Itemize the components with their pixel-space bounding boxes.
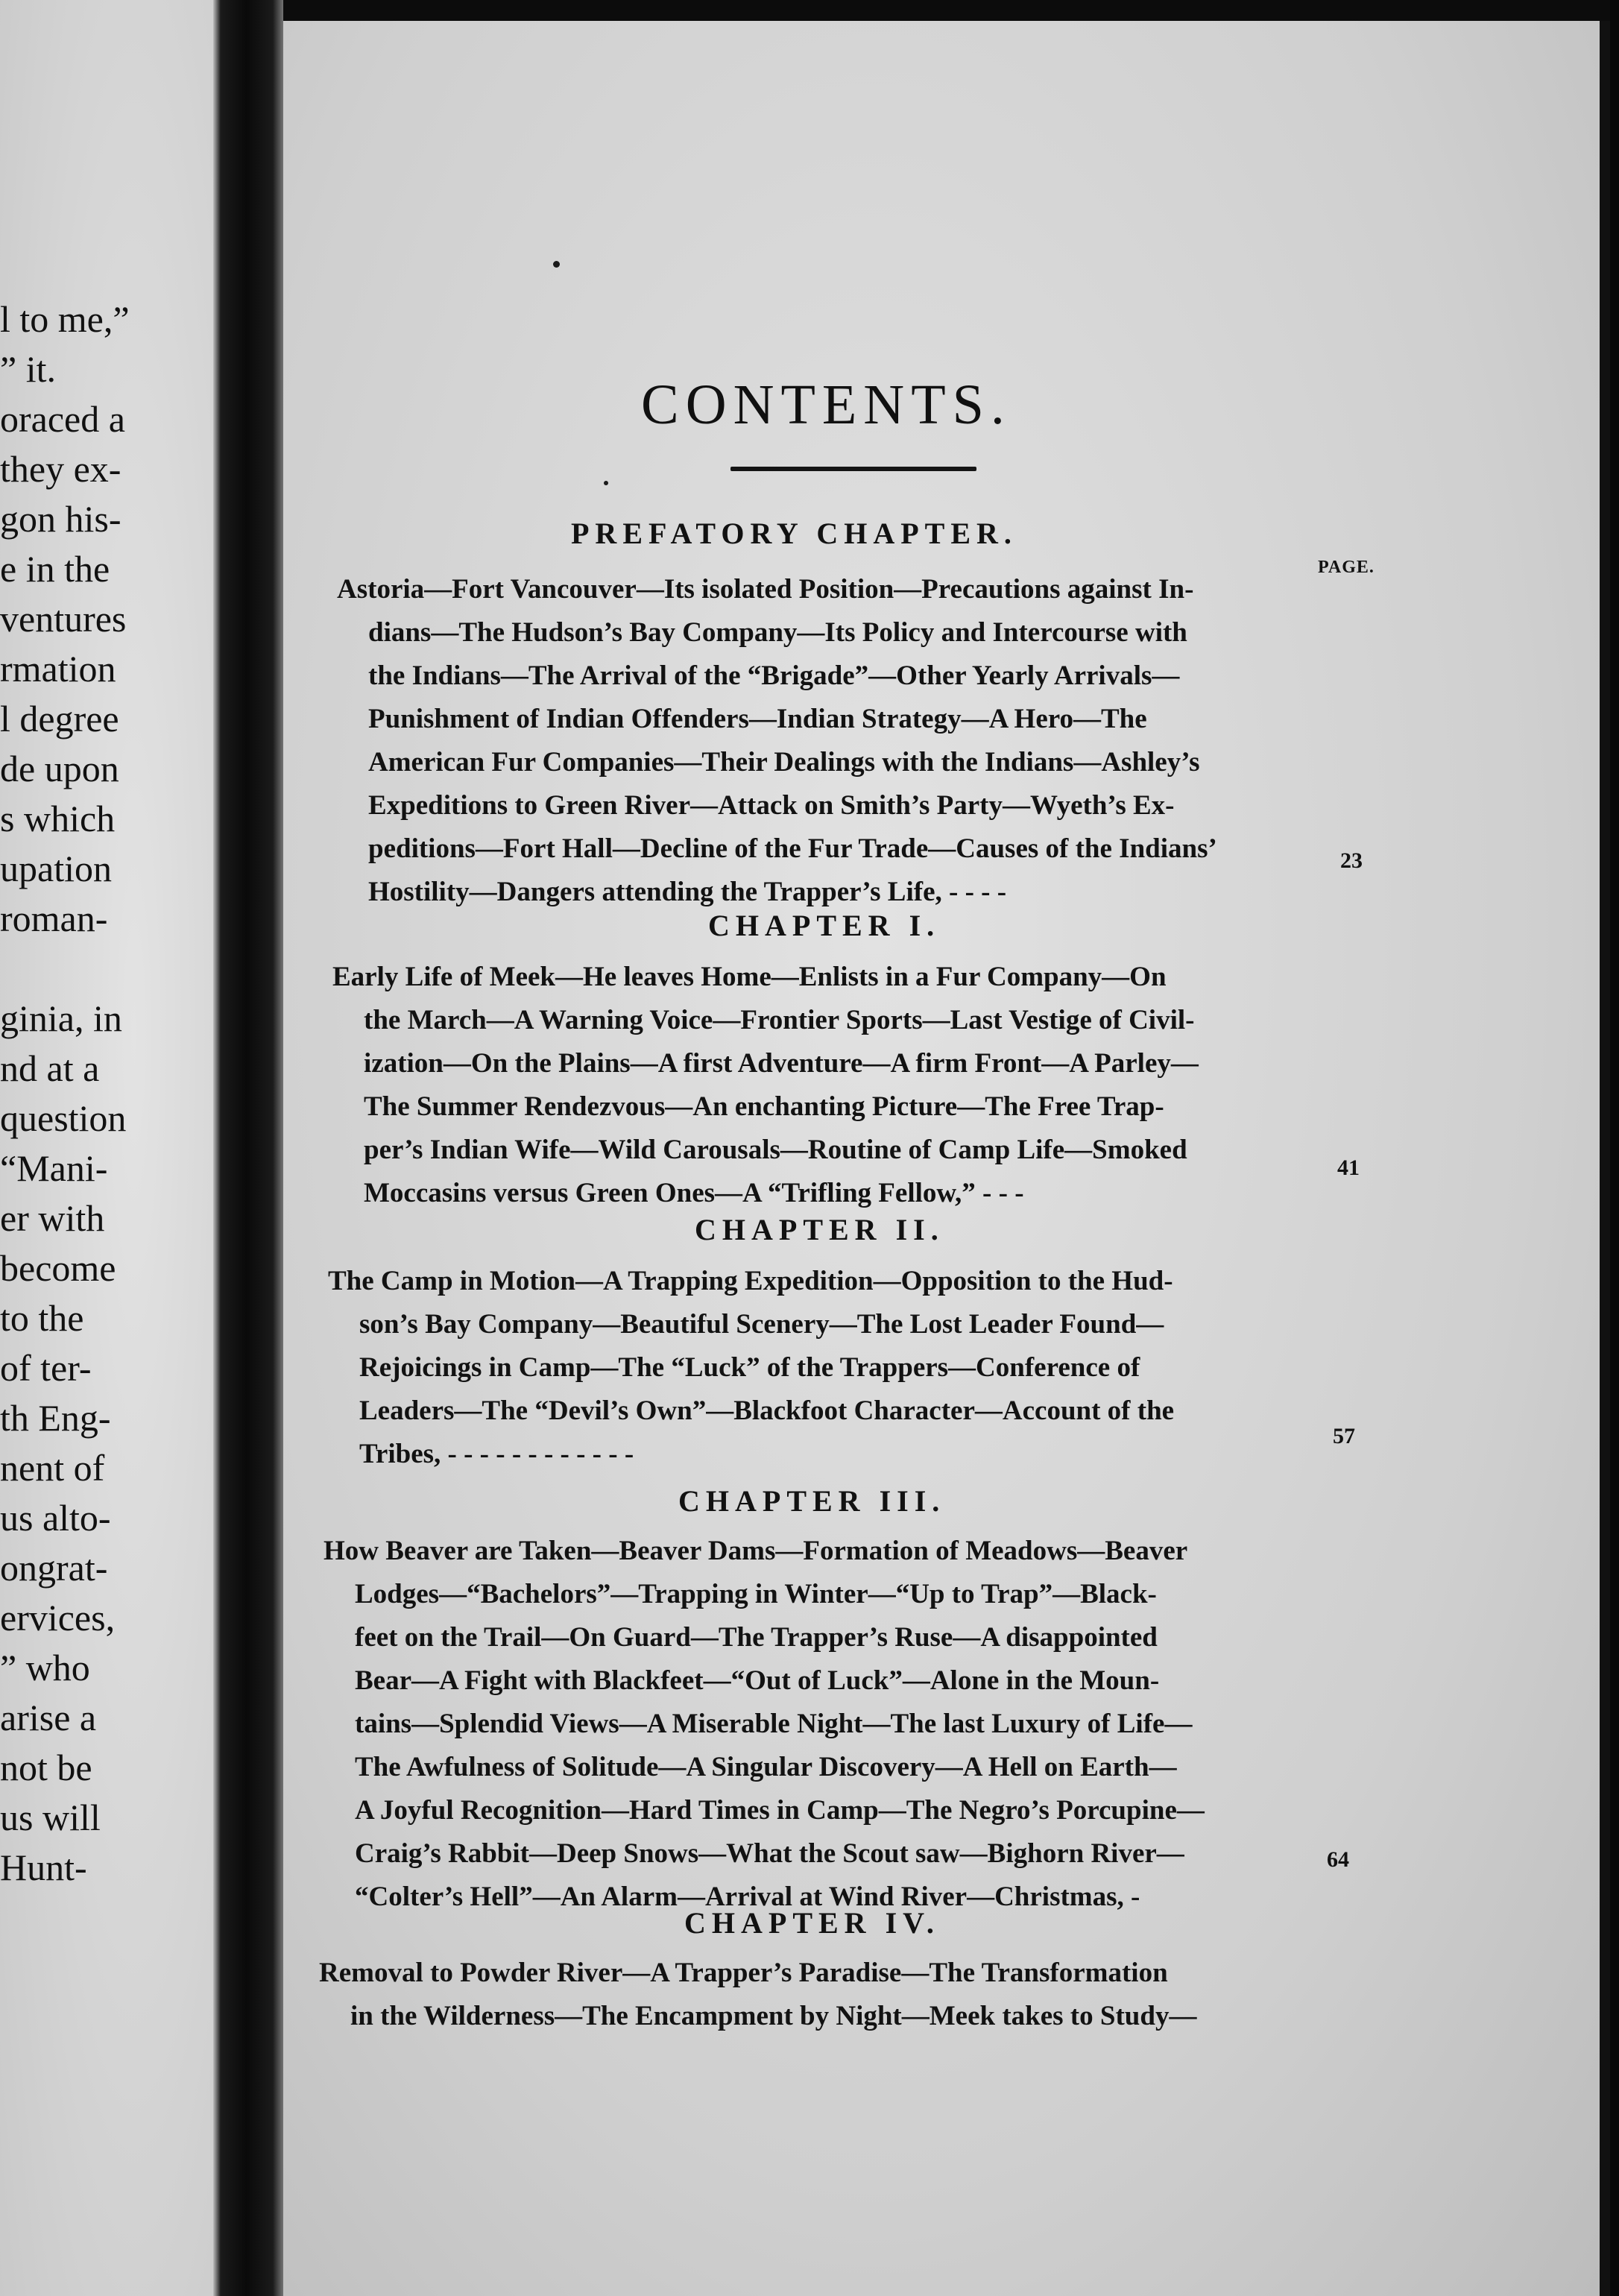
summary-line: son’s Bay Company—Beautiful Scenery—The Lost Leader Found— [359, 1309, 1164, 1340]
prefatory-chapter-summary [337, 568, 1217, 914]
summary-line: the Indians—The Arrival of the “Brigade”—Other Yearly Arrivals— [368, 660, 1180, 691]
summary-line: “Colter’s Hell”—An Alarm—Arrival at Wind River—Christmas, - [355, 1882, 1140, 1912]
summary-line: feet on the Trail—On Guard—The Trapper’s Ruse—A disappointed [355, 1622, 1158, 1653]
left-line: upation [0, 848, 112, 889]
title-rule [730, 467, 976, 471]
left-line: question [0, 1097, 127, 1139]
page-column-label: PAGE. [1318, 558, 1375, 577]
left-line: ” it. [0, 348, 56, 390]
left-line: us will [0, 1797, 101, 1838]
summary-line: Tribes, - - - - - - - - - - - - [359, 1439, 634, 1469]
chapter-4-heading: CHAPTER IV. [684, 1906, 940, 1940]
page-top-edge [283, 0, 1610, 21]
chapter-1-heading: CHAPTER I. [708, 909, 941, 942]
summary-line: in the Wilderness—The Encampment by Night—Meek takes to Study— [350, 2001, 1197, 2031]
chapter-2-summary [328, 1260, 1174, 1476]
left-line: nd at a [0, 1047, 100, 1089]
chapter-2-heading: CHAPTER II. [695, 1213, 944, 1246]
chapter-1-summary [332, 956, 1199, 1215]
left-line: us alto- [0, 1497, 111, 1539]
left-line: rmation [0, 648, 116, 690]
summary-line: dians—The Hudson’s Bay Company—Its Policy and Intercourse with [368, 617, 1187, 648]
page-number: 57 [1333, 1424, 1355, 1448]
prefatory-chapter-heading: PREFATORY CHAPTER. [571, 517, 1017, 550]
summary-line: Early Life of Meek—He leaves Home—Enlists in a Fur Company—On [332, 962, 1167, 992]
ink-speck [604, 481, 608, 485]
left-line: roman- [0, 898, 108, 939]
summary-line: Leaders—The “Devil’s Own”—Blackfoot Character—Account of the [359, 1395, 1175, 1426]
left-line: not be [0, 1747, 92, 1788]
left-line: arise a [0, 1697, 97, 1738]
left-line: ervices, [0, 1597, 116, 1639]
summary-line: Moccasins versus Green Ones—A “Trifling Fellow,” - - - [364, 1178, 1024, 1208]
summary-line: ization—On the Plains—A first Adventure—A firm Front—A Parley— [364, 1048, 1199, 1079]
summary-line: peditions—Fort Hall—Decline of the Fur Trade—Causes of the Indians’ [368, 833, 1217, 864]
page-number: 64 [1327, 1847, 1349, 1872]
left-line: oraced a [0, 398, 125, 440]
summary-line: The Awfulness of Solitude—A Singular Discovery—A Hell on Earth— [355, 1752, 1177, 1782]
chapter-3-summary [324, 1530, 1205, 1919]
left-line: to the [0, 1297, 84, 1339]
left-line: ongrat- [0, 1547, 108, 1589]
summary-line: American Fur Companies—Their Dealings with the Indians—Ashley’s [368, 747, 1200, 778]
summary-line: the March—A Warning Voice—Frontier Sports—Last Vestige of Civil- [364, 1005, 1195, 1035]
left-line: of ter- [0, 1347, 92, 1389]
page-title: CONTENTS. [641, 373, 1012, 436]
summary-line: Removal to Powder River—A Trapper’s Paradise—The Transformation [319, 1958, 1168, 1988]
left-line: ginia, in [0, 997, 122, 1039]
left-line: er with [0, 1197, 105, 1239]
summary-line: The Camp in Motion—A Trapping Expedition—Opposition to the Hud- [328, 1266, 1173, 1296]
left-line: gon his- [0, 498, 121, 540]
chapter-4-summary [319, 1952, 1196, 2038]
summary-line: Expeditions to Green River—Attack on Smith’s Party—Wyeth’s Ex- [368, 790, 1175, 821]
page-number: 23 [1340, 848, 1363, 873]
summary-line: Hostility—Dangers attending the Trapper’s Life, - - - - [368, 877, 1007, 907]
summary-line: tains—Splendid Views—A Miserable Night—The last Luxury of Life— [355, 1709, 1193, 1739]
ink-speck [553, 261, 560, 268]
summary-line: Punishment of Indian Offenders—Indian Strategy—A Hero—The [368, 704, 1147, 734]
left-facing-page [0, 0, 224, 2296]
left-line: they ex- [0, 448, 121, 490]
left-line: e in the [0, 548, 110, 590]
chapter-3-heading: CHAPTER III. [678, 1484, 946, 1518]
left-line: ” who [0, 1647, 90, 1688]
summary-line: Rejoicings in Camp—The “Luck” of the Trappers—Conference of [359, 1352, 1140, 1383]
page-number: 41 [1337, 1155, 1360, 1180]
left-line: Hunt- [0, 1846, 87, 1888]
left-page-text-fragments [0, 294, 224, 1893]
left-line: s which [0, 798, 116, 839]
book-gutter [213, 0, 288, 2296]
left-line: th Eng- [0, 1397, 111, 1439]
left-line: l degree [0, 698, 119, 739]
summary-line: per’s Indian Wife—Wild Carousals—Routine of Camp Life—Smoked [364, 1135, 1187, 1165]
left-line: de upon [0, 748, 119, 789]
summary-line: Bear—A Fight with Blackfeet—“Out of Luck”—Alone in the Moun- [355, 1665, 1160, 1696]
left-line [0, 944, 224, 994]
left-line: nent of [0, 1447, 105, 1489]
left-line: l to me,” [0, 298, 130, 340]
summary-line: Lodges—“Bachelors”—Trapping in Winter—“Up to Trap”—Black- [355, 1579, 1157, 1609]
summary-line: A Joyful Recognition—Hard Times in Camp—The Negro’s Porcupine— [355, 1795, 1205, 1826]
summary-line: Craig’s Rabbit—Deep Snows—What the Scout saw—Bighorn River— [355, 1838, 1184, 1869]
left-line: ventures [0, 598, 127, 640]
summary-line: Astoria—Fort Vancouver—Its isolated Position—Precautions against In- [337, 574, 1194, 605]
left-line: become [0, 1247, 116, 1289]
left-line: “Mani- [0, 1147, 108, 1189]
summary-line: The Summer Rendezvous—An enchanting Picture—The Free Trap- [364, 1091, 1164, 1122]
summary-line: How Beaver are Taken—Beaver Dams—Formation of Meadows—Beaver [324, 1536, 1188, 1566]
